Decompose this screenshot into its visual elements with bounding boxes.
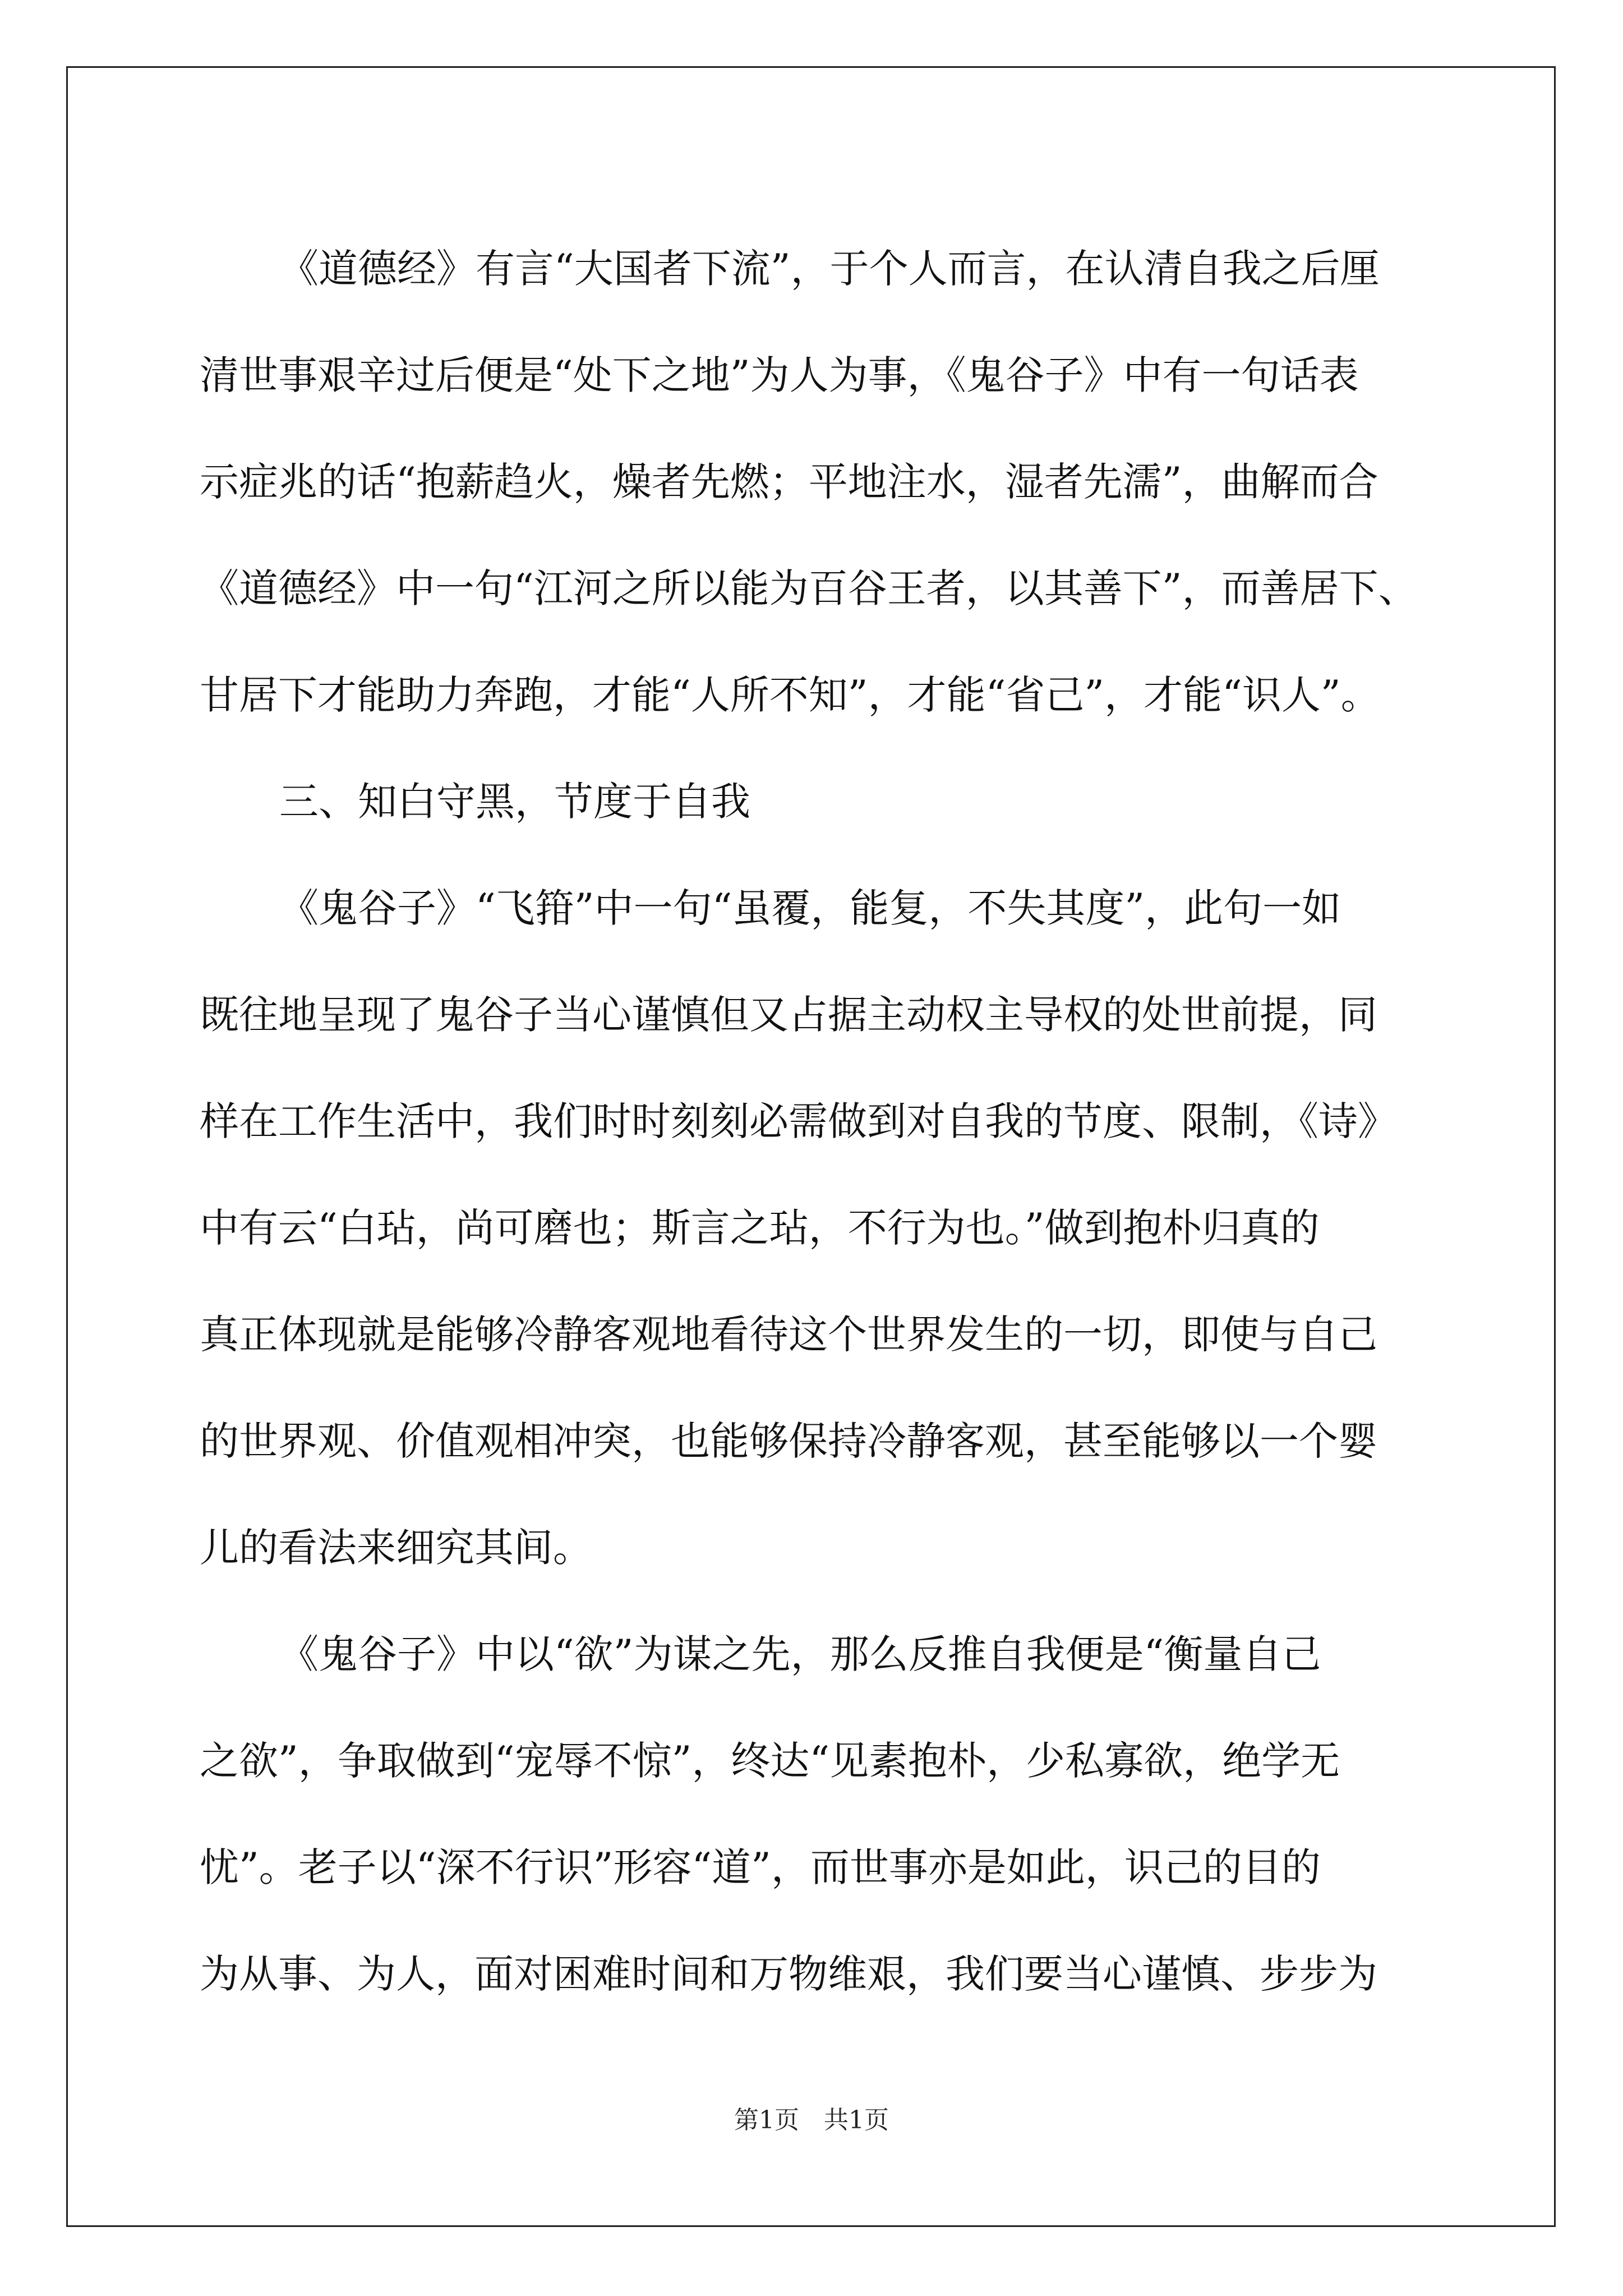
document-body [200, 215, 1473, 2027]
text-line: 样在工作生活中，我们时时刻刻必需做到对自我的节度、限制，《诗》 [200, 1098, 1397, 1144]
text-line: 《道德经》有言“大国者下流”，于个人而言，在认清自我之后厘 [279, 246, 1380, 292]
text-line: 真正体现就是能够冷静客观地看待这个世界发生的一切，即使与自己 [200, 1312, 1377, 1358]
text-line: 的世界观、价值观相冲突，也能够保持冷静客观，甚至能够以一个婴 [200, 1418, 1377, 1464]
text-line: 《道德经》中一句“江河之所以能为百谷王者，以其善下”，而善居下、 [200, 565, 1418, 611]
text-line: 中有云“白玷，尚可磨也；斯言之玷，不行为也。”做到抱朴归真的 [200, 1205, 1320, 1251]
text-line: 儿的看法来细究其间。 [200, 1525, 592, 1571]
text-line: 《鬼谷子》“飞箝”中一句“虽覆，能复，不失其度”，此句一如 [279, 885, 1341, 931]
text-line: 既往地呈现了鬼谷子当心谨慎但又占据主动权主导权的处世前提，同 [200, 992, 1377, 1038]
text-line: 忧”。老子以“深不行识”形容“道”，而世事亦是如此，识己的目的 [200, 1844, 1321, 1890]
text-line: 甘居下才能助力奔跑，才能“人所不知”，才能“省己”，才能“识人”。 [200, 672, 1380, 718]
text-line: 之欲”，争取做到“宠辱不惊”，终达“见素抱朴，少私寡欲，绝学无 [200, 1738, 1340, 1784]
text-line: 清世事艰辛过后便是“处下之地”为人为事，《鬼谷子》中有一句话表 [200, 352, 1359, 398]
text-line: 示症兆的话“抱薪趋火，燥者先燃；平地注水，湿者先濡”，曲解而合 [200, 459, 1378, 505]
text-line: 为从事、为人，面对困难时间和万物维艰，我们要当心谨慎、步步为 [200, 1951, 1377, 1997]
text-line: 三、知白守黑，节度于自我 [279, 779, 750, 825]
text-line: 《鬼谷子》中以“欲”为谋之先，那么反推自我便是“衡量自己 [279, 1631, 1321, 1677]
page-footer: 第1页 共1页 [734, 2106, 889, 2134]
